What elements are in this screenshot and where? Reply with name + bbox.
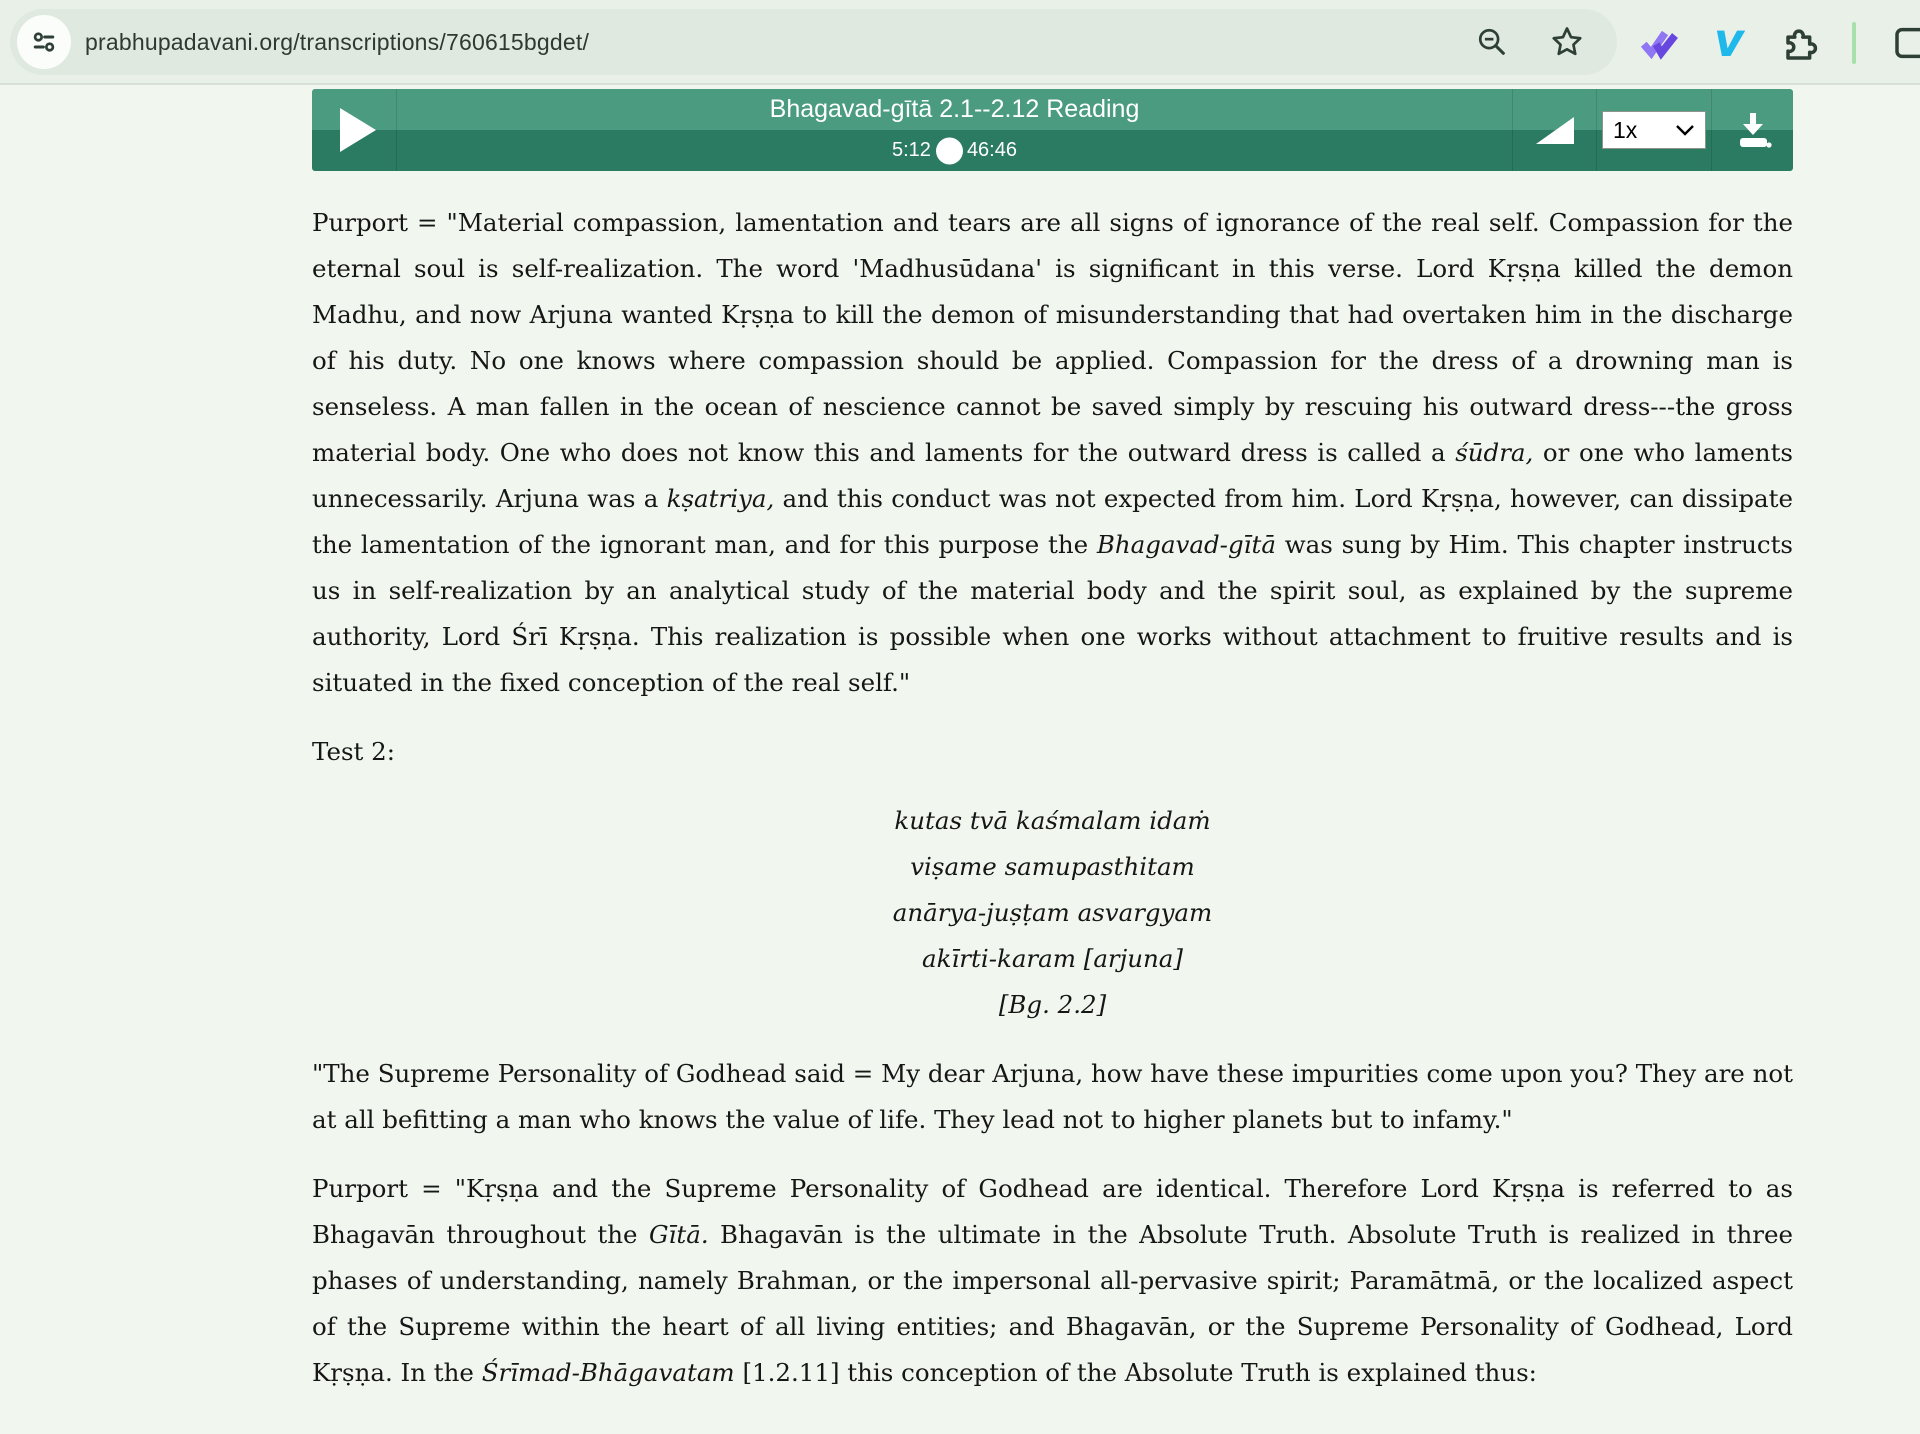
download-button[interactable] bbox=[1711, 89, 1793, 171]
text: Purport = "Kṛṣṇa and the Supreme Personality of Godhead are identical. Therefore Lord Kṛṣṇa is referred to as Bhagavān throughout the bbox=[312, 1174, 1793, 1249]
playback-speed-select[interactable] bbox=[1602, 111, 1706, 149]
tune-sliders-icon bbox=[29, 27, 59, 57]
toolbar-divider bbox=[1852, 22, 1856, 64]
player-main bbox=[396, 89, 1512, 171]
download-icon bbox=[1733, 111, 1773, 149]
verse-block bbox=[312, 798, 1793, 1028]
verse-line: kutas tvā kaśmalam idaṁ bbox=[894, 806, 1211, 835]
side-panel-icon[interactable] bbox=[1890, 23, 1920, 63]
text: Bhagavān is the ultimate in the Absolute Truth. Absolute Truth is realized in three phases of understanding, namely Brahman, or the impersonal all-pervasive spirit; Paramātmā, or the localized aspect of the Supreme within the heart of all living entities; and Bhagavān, or the Supreme Personality of Godhead, Lord Kṛṣṇa. In the bbox=[312, 1220, 1793, 1387]
bookmark-star-icon[interactable] bbox=[1549, 24, 1585, 60]
site-settings-button[interactable] bbox=[17, 15, 71, 69]
paragraph bbox=[312, 1051, 1793, 1143]
volume-button[interactable] bbox=[1512, 89, 1596, 171]
chevron-down-icon bbox=[1675, 123, 1695, 137]
italic-text: śūdra, bbox=[1455, 438, 1534, 467]
text: and this conduct was not expected from him. Lord Kṛṣṇa, however, can dissipate the lamentation of the ignorant man, and for this purpose the bbox=[312, 484, 1793, 559]
url-text[interactable]: prabhupadavani.org/transcriptions/760615bgdet/ bbox=[85, 28, 590, 55]
play-button[interactable] bbox=[312, 89, 396, 171]
play-icon bbox=[340, 108, 376, 152]
seek-handle[interactable] bbox=[936, 137, 963, 164]
volume-icon bbox=[1536, 117, 1574, 144]
text: or one who laments unnecessarily. Arjuna was a bbox=[312, 438, 1793, 513]
playback-speed-section bbox=[1596, 89, 1711, 171]
verse-line: viṣame samupasthitam bbox=[910, 852, 1195, 881]
verse-line: anārya-juṣṭam asvargyam bbox=[892, 898, 1213, 927]
browser-toolbar bbox=[0, 0, 1920, 85]
paragraph bbox=[312, 200, 1793, 706]
text: was sung by Him. This chapter instructs us in self-realization by an analytical study of the material body and the spirit soul, as explained by the supreme authority, Lord Śrī Kṛṣṇa. This realization is possible when one works without attachment to fruitive results and is situated in the fixed conception of the real self." bbox=[312, 530, 1794, 697]
verse-line: [Bg. 2.2] bbox=[998, 990, 1107, 1019]
italic-text: Gītā. bbox=[648, 1220, 709, 1249]
current-time: 5:12 bbox=[892, 139, 931, 161]
italic-text: kṣatriya, bbox=[666, 484, 775, 513]
text: "The Supreme Personality of Godhead said = My dear Arjuna, how have these impurities come upon you? They are not at all befitting a man who knows the value of life. They lead not to higher planets but to infamy." bbox=[312, 1059, 1793, 1134]
vimeo-v-glyph: v bbox=[1714, 12, 1744, 67]
extensions-puzzle-icon[interactable] bbox=[1778, 23, 1818, 63]
playback-speed-value: 1x bbox=[1613, 116, 1638, 143]
text: [1.2.11] this conception of the Absolute Truth is explained thus: bbox=[734, 1358, 1537, 1387]
paragraph bbox=[312, 1166, 1793, 1396]
url-bar[interactable] bbox=[10, 9, 1617, 75]
verse-line: akīrti-karam [arjuna] bbox=[922, 944, 1183, 973]
player-title: Bhagavad-gītā 2.1--2.12 Reading bbox=[769, 95, 1140, 123]
zoom-out-icon[interactable] bbox=[1475, 25, 1509, 59]
paragraph bbox=[312, 729, 1793, 775]
vimeo-extension-icon[interactable] bbox=[1714, 12, 1744, 67]
text: Purport = "Material compassion, lamentation and tears are all signs of ignorance of the real self. Compassion for the eternal soul is self-realization. The word 'Madhusūdana' is significant in this verse. Lord Kṛṣṇa killed the demon Madhu, and now Arjuna wanted Kṛṣṇa to kill the demon of misunderstanding that had overtaken him in the discharge of his duty. No one knows where compassion should be applied. Compassion for the dress of a drowning man is senseless. A man fallen in the ocean of nescience cannot be saved simply by rescuing his outward dress---the gross material body. One who does not know this and laments for the outward dress is called a bbox=[312, 208, 1793, 467]
text: Test 2: bbox=[312, 737, 395, 766]
italic-text: Śrīmad-Bhāgavatam bbox=[481, 1358, 735, 1387]
italic-text: Bhagavad-gītā bbox=[1096, 530, 1276, 559]
page-body bbox=[0, 89, 1920, 1396]
total-duration: 46:46 bbox=[966, 139, 1017, 161]
audio-player bbox=[312, 89, 1793, 171]
player-time-row bbox=[870, 130, 1039, 171]
purple-checkmark-extension-icon[interactable] bbox=[1640, 26, 1680, 60]
transcription-content bbox=[312, 200, 1793, 1396]
